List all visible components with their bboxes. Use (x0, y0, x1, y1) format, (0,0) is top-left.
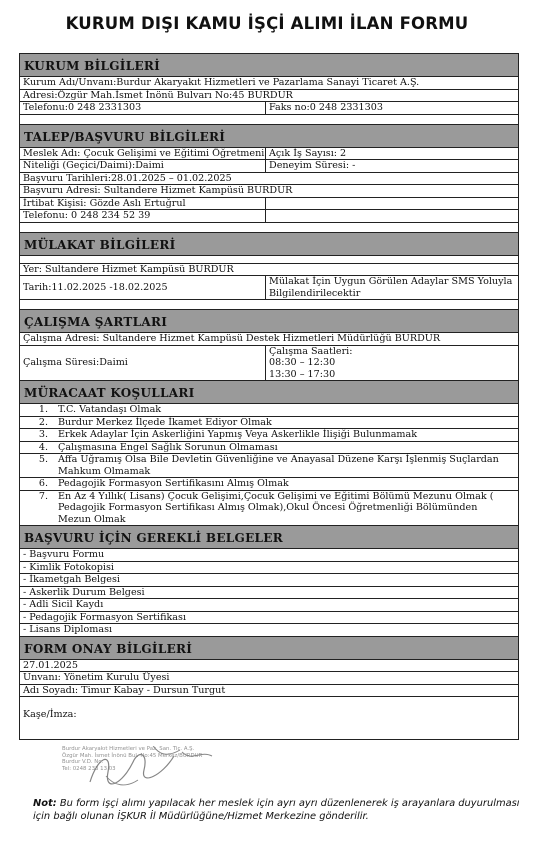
mulakat-tarih: Tarih:11.02.2025 -18.02.2025 (20, 276, 266, 299)
stamp-line: Burdur Akaryakıt Hizmetleri ve Paz. San. Tic. A.Ş. (62, 746, 195, 752)
kosul-item (20, 404, 518, 417)
deneyim-suresi: Deneyim Süresi: - (269, 160, 356, 171)
footer-note (33, 797, 521, 823)
mulakat-yer: Yer: Sultandere Hizmet Kampüsü BURDUR (20, 264, 518, 277)
note-label: Not: (33, 798, 57, 809)
kosul-number: 7. (38, 490, 48, 502)
page-title: KURUM DIŞI KAMU İŞÇİ ALIMI İLAN FORMU (65, 14, 469, 33)
section-header-kurum: KURUM BİLGİLERİ (20, 54, 518, 77)
kosul-text: Burdur Merkez İlçede İkamet Ediyor Olmak (58, 416, 272, 428)
kosul-item (20, 429, 518, 442)
calisma-saatleri-label: Çalışma Saatleri: (269, 345, 353, 357)
section-header-mulakat: MÜLAKAT BİLGİLERİ (20, 233, 518, 256)
mulakat-row (20, 276, 518, 300)
spacer (20, 300, 518, 310)
niteligi: Niteliği (Geçici/Daimi):Daimi (20, 160, 266, 172)
section-header-onay: FORM ONAY BİLGİLERİ (20, 637, 518, 660)
calisma-saatleri (266, 346, 518, 381)
note-text: Bu form işçi alımı yapılacak her meslek için ayrı ayrı düzenlenerek iş arayanlara duyurulması için bağlı olunan İŞKUR İl Müdürlüğüne/Hizmet Merkezine gönderilir. (33, 798, 520, 822)
kosul-item (20, 491, 518, 527)
kurum-telefon: Telefonu:0 248 2331303 (20, 102, 266, 114)
company-stamp (62, 746, 222, 790)
section-header-belgeler: BAŞVURU İÇİN GEREKLİ BELGELER (20, 526, 518, 549)
talep-row-1 (20, 148, 518, 161)
section-header-muracaat: MÜRACAAT KOŞULLARI (20, 381, 518, 404)
announcement-form (19, 53, 519, 740)
section-header-talep: TALEP/BAŞVURU BİLGİLERİ (20, 125, 518, 148)
kosul-text: Pedagojik Formasyon Sertifikasını Almış Olmak (58, 478, 289, 489)
kurum-adres: Adresi:Özgür Mah.İsmet İnönü Bulvarı No:45 BURDUR (20, 90, 518, 103)
spacer (20, 223, 518, 233)
kosul-number: 4. (38, 441, 48, 453)
kosul-item (20, 478, 518, 491)
acik-is-sayisi: Açık İş Sayısı: 2 (269, 147, 347, 159)
kosul-text: T.C. Vatandaşı Olmak (58, 404, 162, 415)
empty-cell (266, 198, 518, 210)
empty-cell (266, 210, 518, 222)
basvuru-tarihleri: Başvuru Tarihleri:28.01.2025 – 01.02.2025 (20, 173, 518, 186)
kurum-faks: Faks no:0 248 2331303 (269, 102, 383, 113)
belge-item: - Başvuru Formu (20, 549, 518, 562)
onay-adi-soyadi: Adı Soyadı: Timur Kabay - Dursun Turgut (20, 685, 518, 698)
kosul-number: 6. (38, 478, 48, 489)
kosul-text: Affa Uğramış Olsa Bile Devletin Güvenliğine ve Anayasal Düzene Karşı İşlenmiş Suçlardan Mahkum Olmamak (58, 454, 499, 477)
kosul-text: Erkek Adaylar İçin Askerliğini Yapmış Veya Askerlikle İlişiği Bulunmamak (58, 429, 418, 440)
belge-item: - İkametgah Belgesi (20, 574, 518, 587)
kosul-item (20, 442, 518, 455)
onay-unvan: Unvanı: Yönetim Kurulu Üyesi (20, 672, 518, 685)
onay-kase-imza (20, 697, 518, 739)
kosul-item (20, 454, 518, 478)
irtibat-telefon-row (20, 210, 518, 223)
belge-item: - Adli Sicil Kaydı (20, 599, 518, 612)
talep-row-2 (20, 160, 518, 173)
mulakat-bilgi: Mülakat İçin Uygun Görülen Adaylar SMS Yoluyla Bilgilendirilecektir (269, 276, 513, 299)
belge-item: - Kimlik Fotokopisi (20, 562, 518, 575)
kase-imza-label: Kaşe/İmza: (23, 709, 77, 720)
signature-icon (62, 746, 222, 790)
irtibat-telefon: Telefonu: 0 248 234 52 39 (20, 210, 266, 222)
kurum-adi: Kurum Adı/Unvanı:Burdur Akaryakıt Hizmetleri ve Pazarlama Sanayi Ticaret A.Ş. (20, 77, 518, 90)
spacer (20, 256, 518, 264)
section-header-calisma: ÇALIŞMA ŞARTLARI (20, 310, 518, 333)
calisma-suresi: Çalışma Süresi:Daimi (20, 346, 266, 381)
stamp-line: Tel: 0248 233 13 03 (62, 765, 116, 772)
belge-item: - Askerlik Durum Belgesi (20, 587, 518, 600)
kosul-text: En Az 4 Yıllık( Lisans) Çocuk Gelişimi,Çocuk Gelişimi ve Eğitimi Bölümü Mezunu Olmak ( Pedagojik Formasyon Sertifikası Almış Olmak),Okul Öncesi Öğretmenliği Bölümünden Mezun Olmak (58, 490, 494, 525)
kosul-number: 2. (38, 416, 48, 428)
onay-tarih: 27.01.2025 (20, 660, 518, 673)
kosul-text: Çalışmasına Engel Sağlık Sorunun Olmaması (58, 441, 278, 453)
spacer (20, 115, 518, 125)
irtibat-kisisi: İrtibat Kişisi: Gözde Aslı Ertuğrul (20, 198, 266, 210)
calisma-row (20, 346, 518, 382)
kosul-number: 3. (38, 429, 48, 440)
basvuru-adresi: Başvuru Adresi: Sultandere Hizmet Kampüsü BURDUR (20, 185, 518, 198)
calisma-adresi: Çalışma Adresi: Sultandere Hizmet Kampüsü Destek Hizmetleri Müdürlüğü BURDUR (20, 333, 518, 346)
kosul-item (20, 417, 518, 430)
stamp-line: Özgür Mah. İsmet İnönü Bul. No:45 Merkez/BURDUR (62, 752, 203, 759)
meslek-adi: Meslek Adı: Çocuk Gelişimi ve Eğitimi Öğretmeni (20, 148, 266, 160)
calisma-saat-1: 08:30 – 12:30 (269, 357, 336, 368)
kosul-number: 5. (38, 454, 48, 465)
irtibat-row (20, 198, 518, 211)
kurum-contact-row (20, 102, 518, 115)
stamp-line: Burdur V.D. No: (62, 759, 104, 766)
calisma-saat-2: 13:30 – 17:30 (269, 368, 336, 380)
kosul-number: 1. (38, 404, 48, 415)
belge-item: - Pedagojik Formasyon Sertifikası (20, 612, 518, 625)
belge-item: - Lisans Diploması (20, 624, 518, 637)
